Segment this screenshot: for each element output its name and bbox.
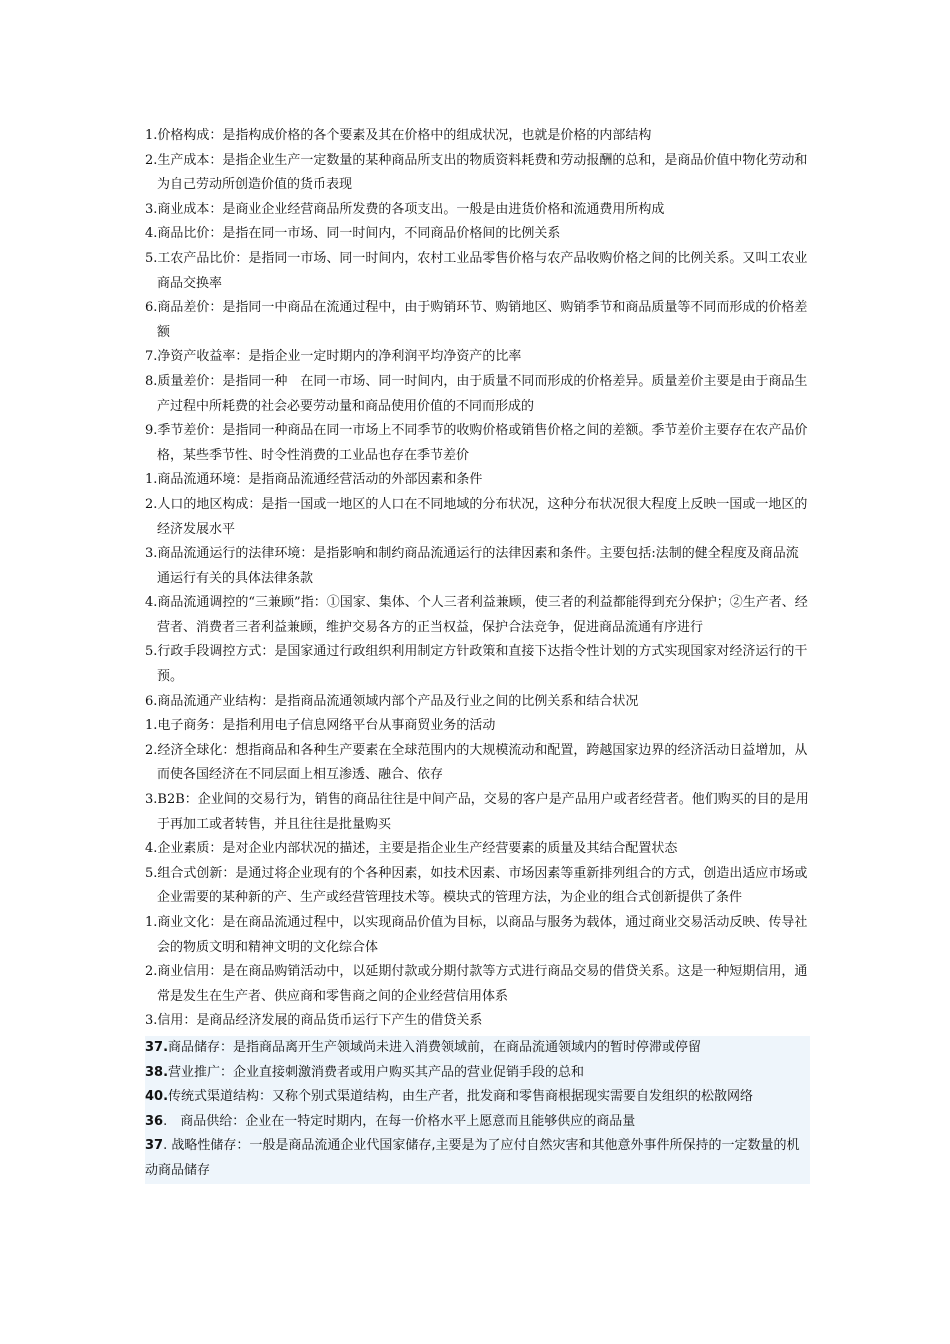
item-number: 4. bbox=[145, 841, 158, 857]
item-number: 7. bbox=[145, 349, 158, 365]
definition-item bbox=[145, 714, 810, 739]
definition-item bbox=[145, 124, 810, 149]
item-number: 1. bbox=[145, 915, 158, 930]
definition-item bbox=[145, 345, 810, 370]
definition-item bbox=[145, 739, 810, 788]
item-number: 4. bbox=[145, 226, 158, 242]
item-number: 2. bbox=[145, 496, 158, 512]
item-number: 1. bbox=[145, 128, 158, 143]
definition-item bbox=[145, 788, 810, 837]
highlighted-item bbox=[145, 1134, 810, 1183]
item-number: 1. bbox=[145, 718, 158, 734]
item-number: 36 bbox=[145, 1113, 164, 1129]
item-number: 6. bbox=[145, 693, 158, 709]
highlighted-item bbox=[145, 1110, 810, 1135]
item-number: 3. bbox=[145, 792, 158, 808]
definition-item bbox=[145, 149, 810, 198]
item-text: 企业素质：是对企业内部状况的描述，主要是指企业生产经营要素的质量及其结合配置状态 bbox=[157, 841, 678, 857]
definition-item bbox=[145, 222, 810, 247]
item-text: 商品流通运行的法律环境：是指影响和制约商品流通运行的法律因素和条件。主要包括:法制的健全程度及商品流通运行有关的具体法律条款 bbox=[157, 546, 799, 586]
item-text: 商业文化：是在商品流通过程中，以实现商品价值为目标，以商品与服务为载体，通过商业交易活动反映、传导社会的物质文明和精神文明的文化综合体 bbox=[157, 915, 808, 955]
definition-item bbox=[145, 468, 810, 493]
item-text: 行政手段调控方式：是国家通过行政组织利用制定方针政策和直接下达指令性计划的方式实现国家对经济运行的干预。 bbox=[157, 644, 808, 685]
definition-item bbox=[145, 911, 810, 960]
item-text: 商品流通环境：是指商品流通经营活动的外部因素和条件 bbox=[157, 472, 483, 488]
definition-item bbox=[145, 837, 810, 862]
definition-item bbox=[145, 370, 810, 419]
item-text: 商品储存：是指商品离开生产领域尚未进入消费领域前，在商品流通领域内的暂时停滞或停留 bbox=[168, 1039, 702, 1055]
item-text: 信用：是商品经济发展的商品货币运行下产生的借贷关系 bbox=[157, 1013, 483, 1029]
item-number: 5. bbox=[145, 865, 158, 881]
item-text: 价格构成：是指构成价格的各个要素及其在价格中的组成状况，也就是价格的内部结构 bbox=[157, 128, 652, 143]
definition-item bbox=[145, 296, 810, 345]
highlighted-item bbox=[145, 1085, 810, 1110]
definition-item bbox=[145, 862, 810, 911]
definition-item bbox=[145, 591, 810, 640]
item-text: . 商品供给：企业在一特定时期内，在每一价格水平上愿意而且能够供应的商品量 bbox=[163, 1113, 636, 1129]
item-number: 9. bbox=[145, 423, 158, 439]
item-number: 38. bbox=[145, 1064, 169, 1080]
item-text: 商品流通调控的“三兼顾”指：①国家、集体、个人三者利益兼顾，使三者的利益都能得到充分保护；②生产者、经营者、消费者三者利益兼顾，维护交易各方的正当权益，保护合法竞争，促进商品流通有序进行 bbox=[157, 595, 808, 635]
item-number: 3. bbox=[145, 201, 158, 217]
item-number: 2. bbox=[145, 152, 158, 168]
definition-item bbox=[145, 690, 810, 715]
definition-item bbox=[145, 640, 810, 689]
item-number: 3. bbox=[145, 546, 158, 562]
item-text: 组合式创新：是通过将企业现有的个各种因素，如技术因素、市场因素等重新排列组合的方式，创造出适应市场或企业需要的某种新的产、生产或经营管理技术等。模块式的管理方法，为企业的组合式创新提供了条件 bbox=[157, 865, 808, 906]
definition-item bbox=[145, 493, 810, 542]
definition-item bbox=[145, 419, 810, 468]
item-text: 净资产收益率：是指企业一定时期内的净利润平均净资产的比率 bbox=[157, 349, 522, 365]
item-text: 电子商务：是指利用电子信息网络平台从事商贸业务的活动 bbox=[157, 718, 496, 734]
definition-item bbox=[145, 198, 810, 223]
highlighted-item bbox=[145, 1036, 810, 1061]
item-text: 商品比价：是指在同一市场、同一时间内，不同商品价格间的比例关系 bbox=[157, 226, 561, 242]
item-number: 1. bbox=[145, 472, 158, 488]
item-number: 2. bbox=[145, 964, 158, 980]
item-number: 37 bbox=[145, 1138, 164, 1154]
item-text: 传统式渠道结构：又称个别式渠道结构，由生产者，批发商和零售商根据现实需要自发组织的松散网络 bbox=[168, 1089, 754, 1105]
item-number: 3. bbox=[145, 1013, 158, 1029]
item-text: 质量差价：是指同一种 在同一市场、同一时间内，由于质量不同而形成的价格差异。质量差价主要是由于商品生产过程中所耗费的社会必要劳动量和商品使用价值的不同而形成的 bbox=[157, 373, 808, 414]
item-number: 37. bbox=[145, 1039, 169, 1055]
item-text: 营业推广：企业直接刺激消费者或用户购买其产品的营业促销手段的总和 bbox=[168, 1064, 585, 1080]
item-text: 工农产品比价：是指同一市场、同一时间内，农村工业品零售价格与农产品收购价格之间的比例关系。又叫工农业商品交换率 bbox=[157, 250, 808, 291]
item-number: 5. bbox=[145, 644, 158, 660]
item-text: 商业信用：是在商品购销活动中，以延期付款或分期付款等方式进行商品交易的借贷关系。这是一种短期信用，通常是发生在生产者、供应商和零售商之间的企业经营信用体系 bbox=[157, 964, 808, 1004]
item-text: 商品流通产业结构：是指商品流通领域内部个产品及行业之间的比例关系和结合状况 bbox=[157, 693, 639, 709]
item-number: 40. bbox=[145, 1089, 169, 1105]
item-text: 经济全球化：想指商品和各种生产要素在全球范围内的大规模流动和配置，跨越国家边界的经济活动日益增加，从而使各国经济在不同层面上相互渗透、融合、依存 bbox=[157, 742, 808, 783]
highlighted-section bbox=[145, 1036, 810, 1184]
item-text: 季节差价：是指同一种商品在同一市场上不同季节的收购价格或销售价格之间的差额。季节差价主要存在农产品价格，某些季节性、时令性消费的工业品也存在季节差价 bbox=[157, 423, 808, 463]
item-number: 8. bbox=[145, 373, 158, 389]
definition-item bbox=[145, 960, 810, 1009]
definition-item bbox=[145, 247, 810, 296]
definition-item bbox=[145, 1009, 810, 1034]
item-number: 2. bbox=[145, 742, 158, 758]
item-text: 人口的地区构成：是指一国或一地区的人口在不同地域的分布状况，这种分布状况很大程度上反映一国或一地区的经济发展水平 bbox=[157, 496, 808, 537]
item-text: 生产成本：是指企业生产一定数量的某种商品所支出的物质资料耗费和劳动报酬的总和，是商品价值中物化劳动和为自己劳动所创造价值的货币表现 bbox=[157, 152, 808, 193]
item-text: 商品差价：是指同一中商品在流通过程中，由于购销环节、购销地区、购销季节和商品质量等不同而形成的价格差额 bbox=[157, 300, 808, 340]
item-number: 4. bbox=[145, 595, 158, 611]
item-number: 6. bbox=[145, 300, 158, 316]
highlighted-item bbox=[145, 1061, 810, 1086]
item-text: 商业成本：是商业企业经营商品所发费的各项支出。一般是由进货价格和流通费用所构成 bbox=[157, 201, 665, 217]
item-number: 5. bbox=[145, 250, 158, 266]
definition-item bbox=[145, 542, 810, 591]
document-body bbox=[145, 124, 810, 1184]
item-text: . 战略性储存：一般是商品流通企业代国家储存,主要是为了应付自然灾害和其他意外事件所保持的一定数量的机动商品储存 bbox=[145, 1138, 800, 1178]
item-text: B2B：企业间的交易行为，销售的商品往往是中间产品，交易的客户是产品用户或者经营者。他们购买的目的是用于再加工或者转售，并且往往是批量购买 bbox=[157, 792, 809, 832]
